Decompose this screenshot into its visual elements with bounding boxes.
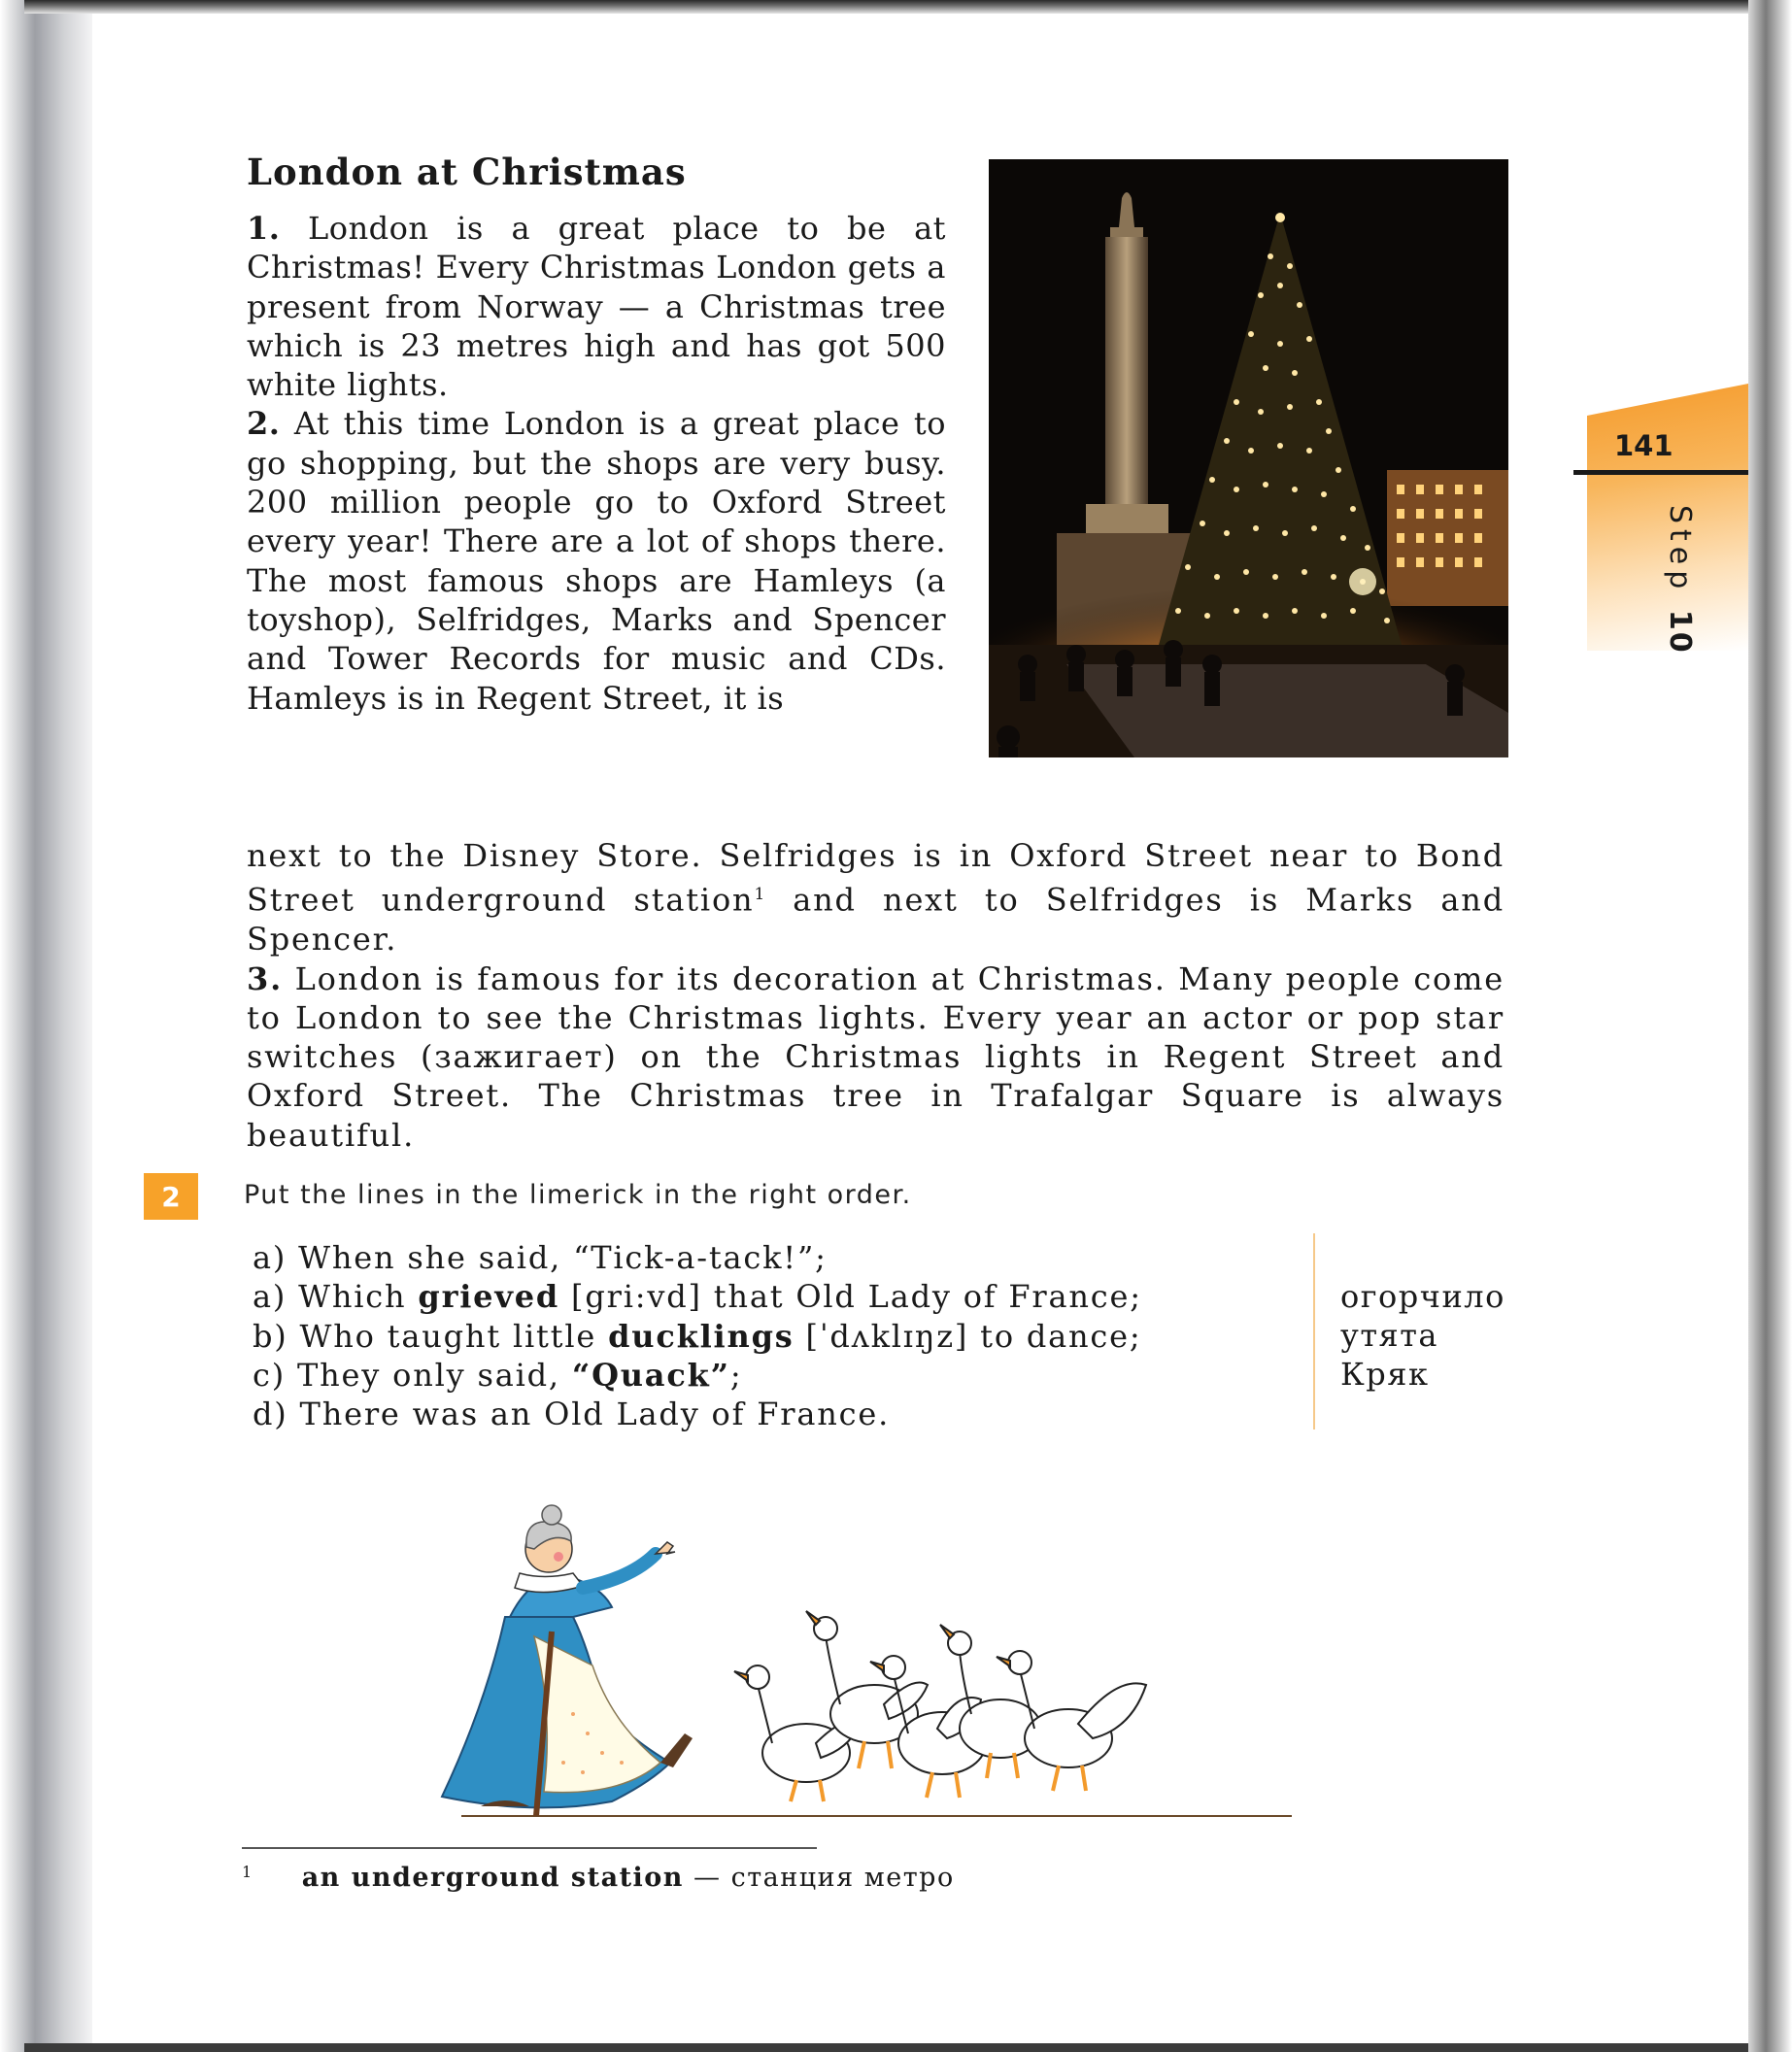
scan-edge-bottom <box>24 2043 1748 2052</box>
old-lady-and-ducklings-illustration <box>427 1471 1302 1821</box>
footnote-translation: станция метро <box>730 1863 955 1893</box>
footnote-ref: 1 <box>754 885 767 905</box>
footnote-dash: — <box>683 1863 731 1893</box>
article-full-width <box>247 836 1505 1155</box>
scan-edge-top <box>24 0 1748 14</box>
paragraph-2-continued <box>247 836 1505 959</box>
line-label: c) <box>253 1356 287 1394</box>
step-number: 10 <box>1663 609 1697 655</box>
article-column <box>247 209 946 718</box>
limerick-line <box>253 1277 1282 1316</box>
glossary <box>1340 1277 1505 1394</box>
scan-edge-left <box>0 0 92 2052</box>
glossary-divider <box>1313 1233 1315 1430</box>
paragraph-2-text-b: and next to Selfridges is Marks and Spencer. <box>247 881 1505 959</box>
line-bold-word: “Quack” <box>571 1356 730 1394</box>
step-word: Step <box>1663 505 1697 595</box>
old-lady-figure <box>442 1505 693 1816</box>
trafalgar-square-photo <box>989 159 1508 757</box>
ducklings-group <box>734 1611 1146 1801</box>
line-text: [gri:vd] that Old Lady of France; <box>559 1278 1142 1316</box>
line-text: Who taught little <box>287 1317 609 1355</box>
scan-edge-right <box>1748 0 1792 2052</box>
line-text: When she said, “Tick-a-tack!”; <box>287 1239 828 1276</box>
line-text: Which <box>287 1278 419 1316</box>
glossary-item: Кряк <box>1340 1356 1430 1393</box>
step-label <box>1663 505 1697 655</box>
exercise-number-badge: 2 <box>144 1173 198 1220</box>
paragraph-3-number: 3. <box>247 959 284 997</box>
paragraph-1 <box>247 209 946 404</box>
limerick-line <box>253 1238 1282 1277</box>
limerick-line <box>253 1356 1282 1395</box>
paragraph-2-start <box>247 404 946 717</box>
exercise-instruction: Put the lines in the limerick in the right order. <box>244 1180 912 1210</box>
line-label: a) <box>253 1278 287 1316</box>
paragraph-2-text-column: At this time London is a great place to go shopping, but the shops are very busy. 200 million people go to Oxford Street every year! There are a lot of shops there. The most famous shops are Hamleys (a toyshop), Selfridges, Marks and Spencer and Tower Records for music and CDs. Hamleys is in Regent Street, it is <box>247 405 947 717</box>
line-text: There was an Old Lady of France. <box>287 1396 891 1433</box>
footnote-number: 1 <box>242 1863 254 1881</box>
paragraph-1-text: London is a great place to be at Christmas! Every Christmas London gets a present from Norway — a Christmas tree which is 23 metres high and has got 500 white lights. <box>247 210 947 404</box>
page-number: 141 <box>1614 429 1674 462</box>
tab-divider <box>1573 470 1748 475</box>
line-label: d) <box>253 1396 288 1433</box>
footnote-term: an underground station <box>301 1863 684 1893</box>
paragraph-2-text-a: next to the Disney Store. Selfridges is in Oxford Street near to Bond Street underground station <box>247 837 1505 919</box>
paragraph-1-number: 1. <box>247 210 281 247</box>
line-bold-word: ducklings <box>608 1317 795 1355</box>
limerick-lines <box>253 1238 1282 1433</box>
paragraph-3-text: London is famous for its decoration at Christmas. Many people come to London to see the Christmas lights. Every year an actor or pop star switches (зажигает) on the Christmas lights in Regent Street and Oxford Street. The Christmas tree in Trafalgar Square is always beautiful. <box>247 959 1505 1154</box>
line-label: b) <box>253 1317 288 1355</box>
glossary-item: утята <box>1340 1317 1438 1354</box>
line-label: a) <box>253 1239 287 1276</box>
line-text: ; <box>729 1356 743 1394</box>
line-bold-word: grieved <box>418 1278 560 1316</box>
limerick-line <box>253 1317 1282 1356</box>
footnote-rule <box>242 1847 817 1849</box>
limerick-line <box>253 1395 1282 1433</box>
glossary-item: огорчило <box>1340 1278 1505 1315</box>
line-text: [ˈdʌklɪŋz] to dance; <box>794 1317 1142 1355</box>
paragraph-2-number: 2. <box>247 405 281 443</box>
footnote <box>242 1863 955 1893</box>
paragraph-3 <box>247 959 1505 1155</box>
article-title: London at Christmas <box>247 151 687 193</box>
line-text: They only said, <box>286 1356 572 1394</box>
